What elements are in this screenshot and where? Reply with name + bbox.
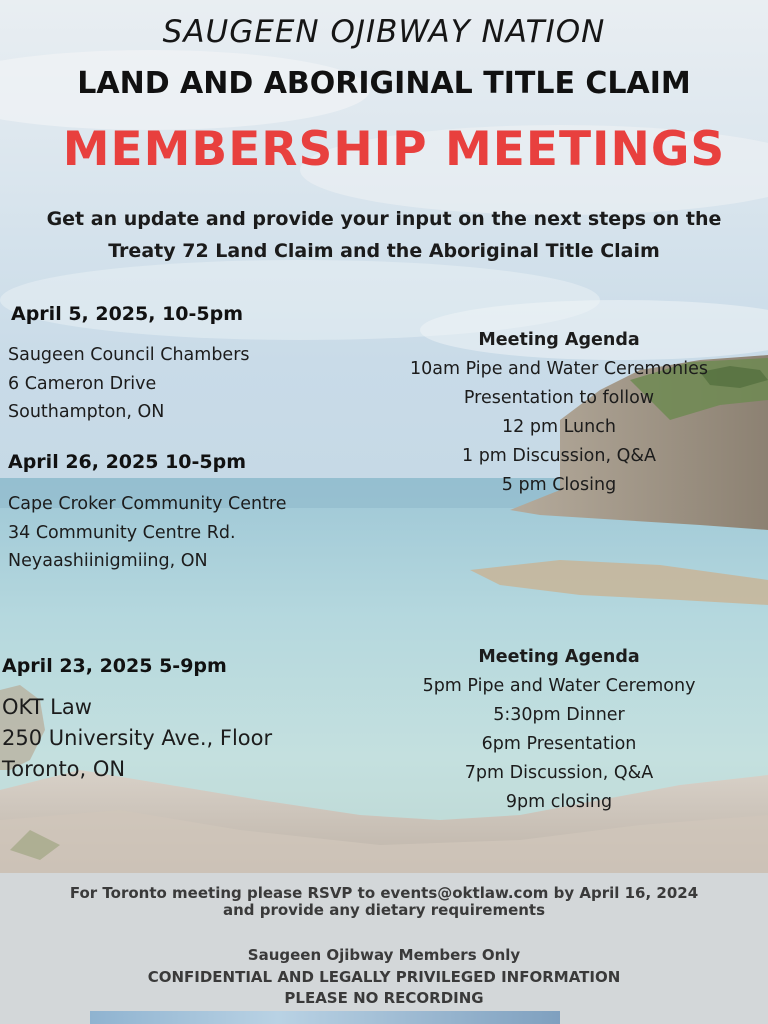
- agenda-item: Presentation to follow: [463, 388, 655, 408]
- meeting-date-cape-croker: April 26, 2025 10-5pm: [8, 451, 247, 473]
- meeting-agenda-day: [380, 326, 738, 500]
- rsvp-line-2: and provide any dietary requirements: [222, 901, 546, 919]
- meeting-address-southampton: [8, 341, 250, 427]
- agenda-title: Meeting Agenda: [478, 647, 640, 667]
- agenda-item: 12 pm Lunch: [502, 417, 616, 437]
- meeting-agenda-evening: [380, 643, 738, 817]
- agenda-item: 9pm closing: [505, 792, 613, 812]
- event-title: MEMBERSHIP MEETINGS: [62, 122, 726, 177]
- agenda-item: 5pm Pipe and Water Ceremony: [422, 676, 696, 696]
- agenda-item: 5 pm Closing: [501, 475, 617, 495]
- address-line: 6 Cameron Drive: [8, 373, 157, 394]
- photo-strip: [90, 1011, 560, 1024]
- address-line: Cape Croker Community Centre: [8, 494, 287, 514]
- claim-title: LAND AND ABORIGINAL TITLE CLAIM: [77, 66, 691, 101]
- no-recording-text: PLEASE NO RECORDING: [284, 989, 484, 1007]
- rsvp-line-1: For Toronto meeting please RSVP to events@oktlaw.com by April 16, 2024: [69, 884, 699, 902]
- footer-notice: [0, 873, 768, 1024]
- subtitle-line-2: Treaty 72 Land Claim and the Aboriginal Title Claim: [108, 240, 660, 262]
- agenda-item: 1 pm Discussion, Q&A: [462, 446, 656, 466]
- members-only-text: Saugeen Ojibway Members Only: [247, 946, 521, 964]
- meeting-address-toronto: [2, 692, 272, 785]
- agenda-item: 5:30pm Dinner: [493, 705, 625, 725]
- confidentiality-notice: [0, 945, 768, 1010]
- address-line: Saugeen Council Chambers: [8, 345, 250, 365]
- address-line: Toronto, ON: [2, 757, 126, 781]
- agenda-title: Meeting Agenda: [478, 330, 640, 350]
- address-line: 34 Community Centre Rd.: [8, 522, 236, 543]
- meeting-date-toronto: April 23, 2025 5-9pm: [2, 655, 227, 677]
- agenda-item: 6pm Presentation: [481, 734, 637, 754]
- address-line: 250 University Ave., Floor: [2, 726, 273, 750]
- rsvp-notice: [0, 885, 768, 919]
- meeting-address-cape-croker: [8, 490, 287, 576]
- address-line: Neyaashiinigmiing, ON: [8, 551, 208, 571]
- address-line: OKT Law: [2, 695, 92, 719]
- agenda-item: 7pm Discussion, Q&A: [464, 763, 654, 783]
- agenda-item: 10am Pipe and Water Ceremonies: [409, 359, 708, 379]
- organization-name: SAUGEEN OJIBWAY NATION: [162, 14, 606, 50]
- subtitle: [0, 203, 768, 267]
- address-line: Southampton, ON: [8, 402, 165, 422]
- subtitle-line-1: Get an update and provide your input on the next steps on the: [46, 208, 722, 230]
- confidential-text: CONFIDENTIAL AND LEGALLY PRIVILEGED INFORMATION: [147, 967, 621, 986]
- meeting-date-southampton: April 5, 2025, 10-5pm: [11, 303, 244, 325]
